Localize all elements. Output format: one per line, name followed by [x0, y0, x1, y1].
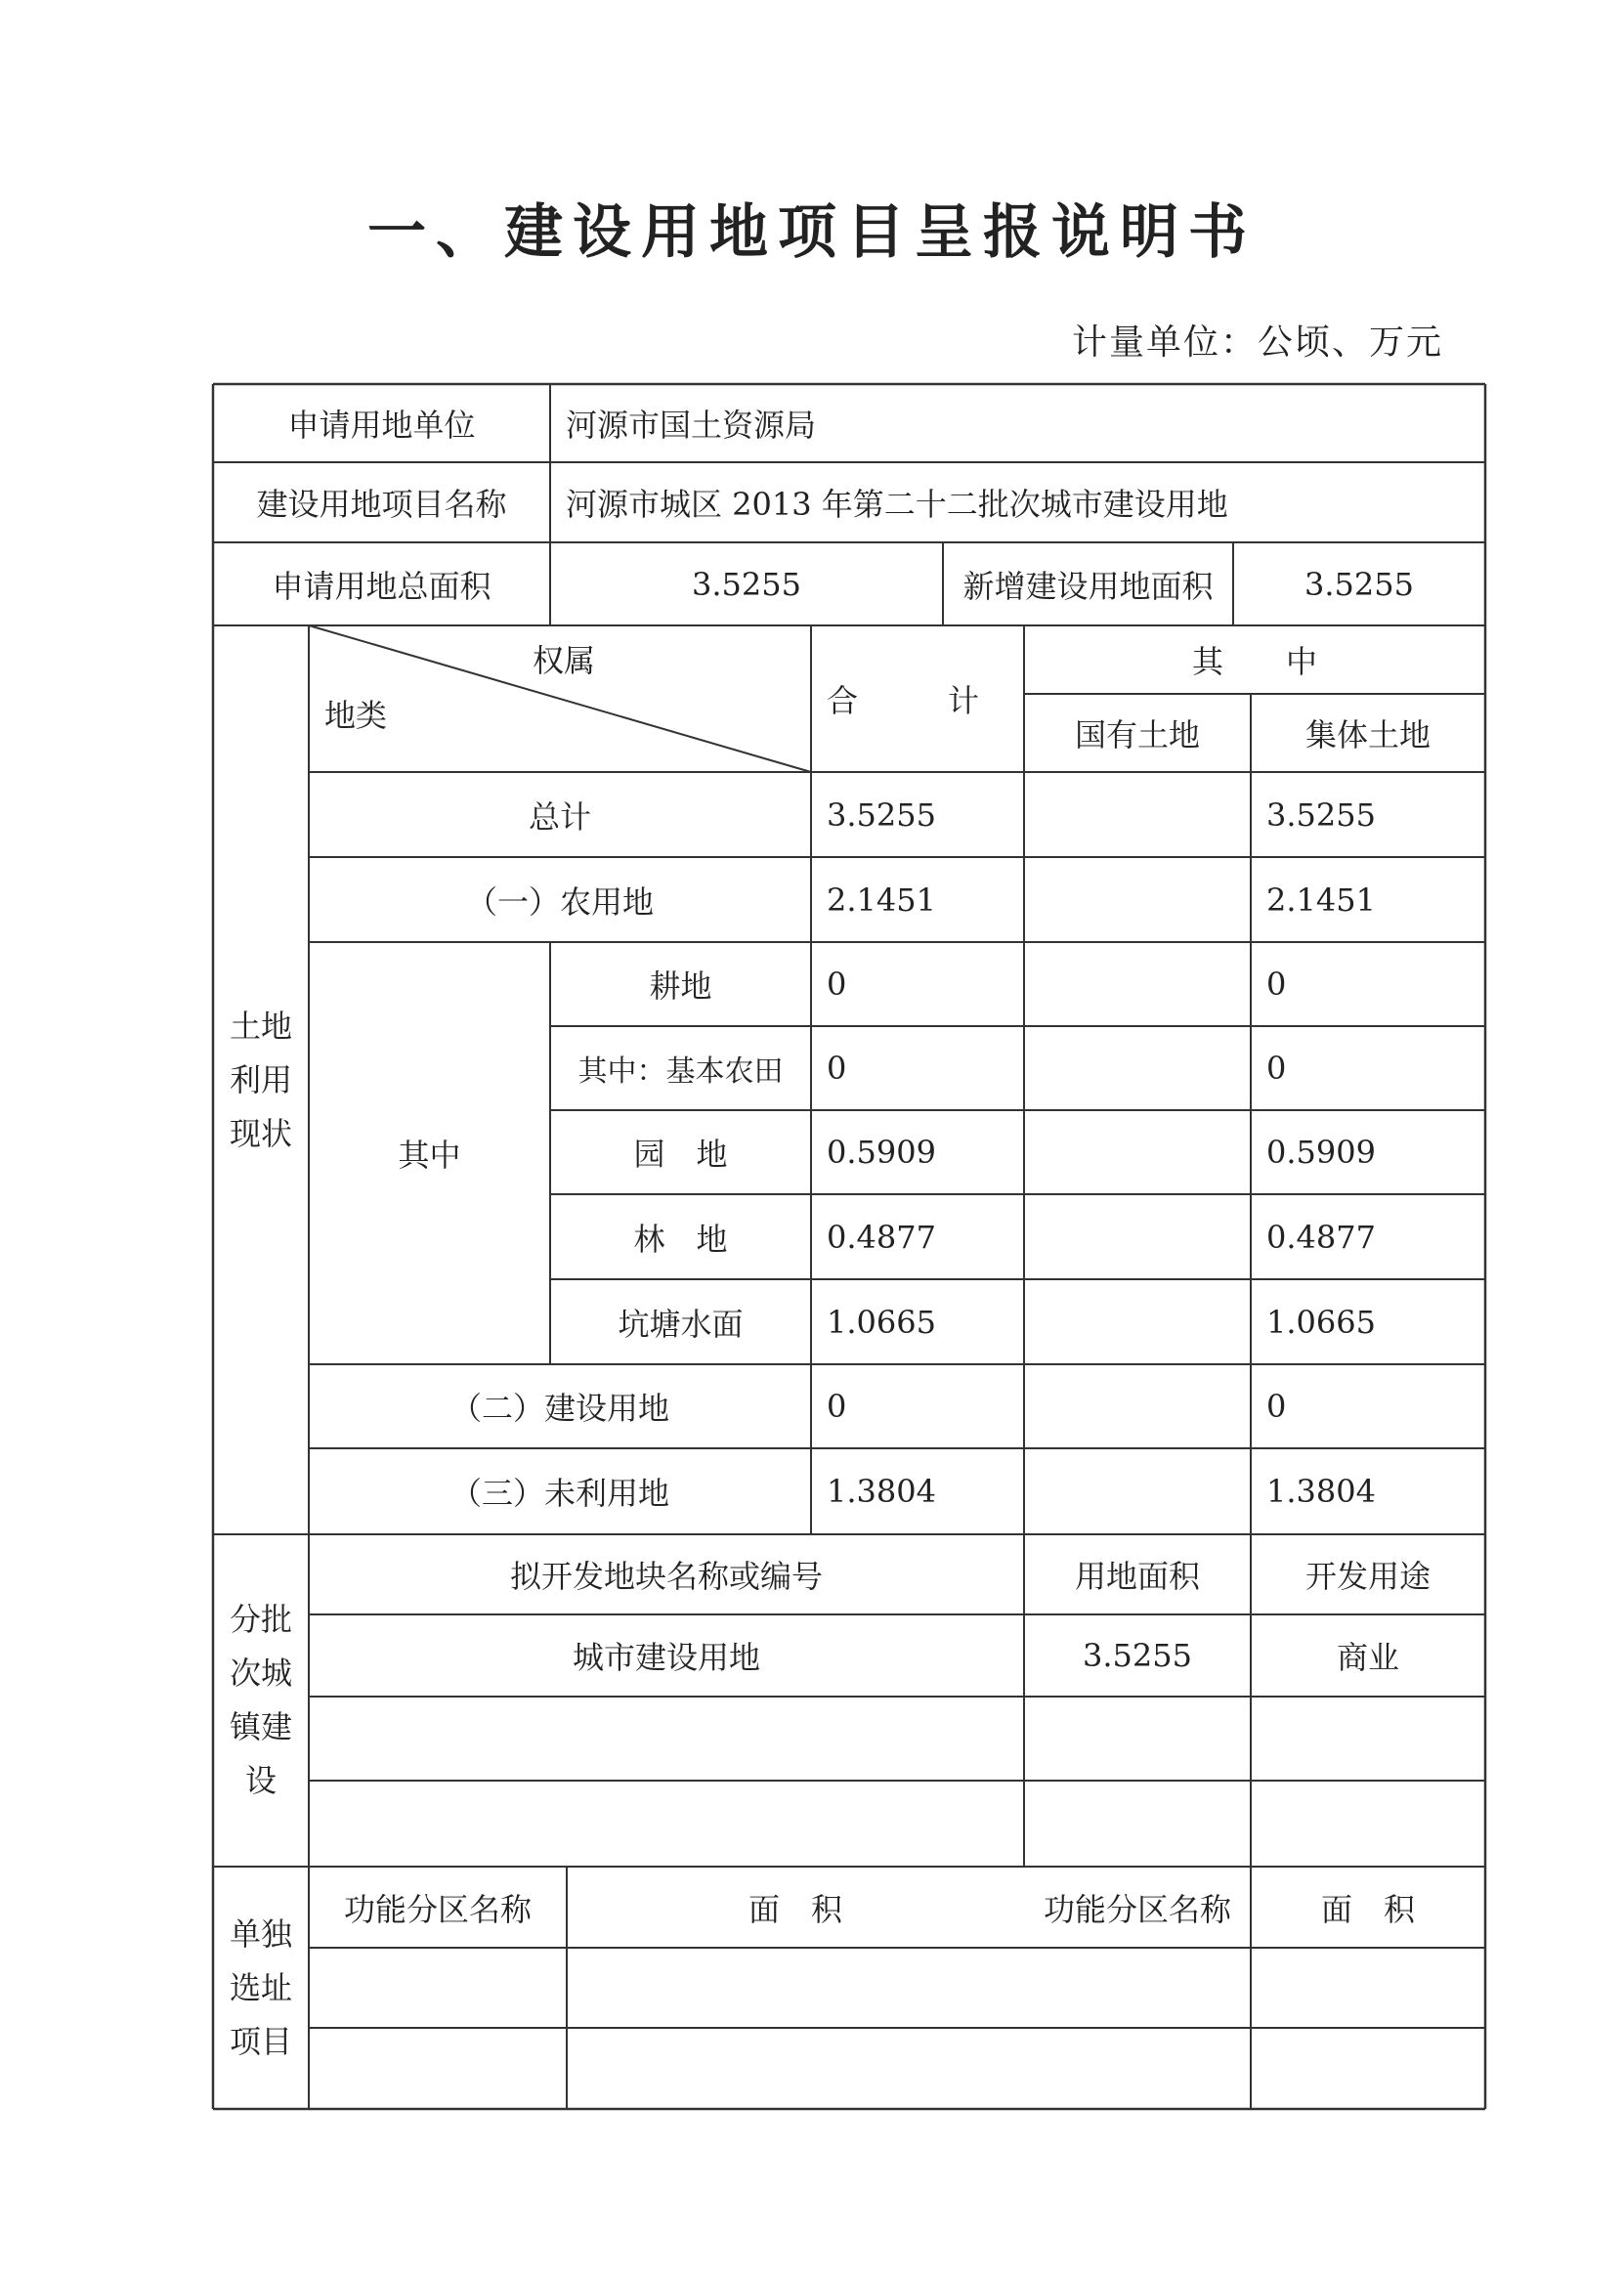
batch-row-area: [1024, 1781, 1251, 1867]
batch-header-use: 开发用途: [1304, 1558, 1431, 1595]
row-state: [1024, 857, 1251, 942]
batch-row-use: [1251, 1697, 1485, 1781]
batch-header-area: 用地面积: [1074, 1558, 1200, 1595]
separate-header-area-2: 面 积: [1320, 1890, 1415, 1928]
row-label: 总计: [528, 797, 591, 836]
separate-label-line: 项目: [229, 2022, 292, 2060]
row-state: [1024, 942, 1251, 1026]
row-total: 2.1451: [827, 881, 936, 919]
batch-header-name: 拟开发地块名称或编号: [509, 1558, 823, 1595]
total-area-value: 3.5255: [692, 565, 801, 603]
row-collective: 3.5255: [1266, 796, 1376, 834]
separate-section-label: [213, 1867, 309, 2109]
row-total: 3.5255: [827, 796, 936, 834]
land-use-label-line: 现状: [229, 1114, 292, 1152]
batch-row-use: [1251, 1781, 1485, 1867]
row-state: [1024, 772, 1251, 857]
row-total: 0: [827, 966, 847, 1003]
row-label: （二）建设用地: [449, 1390, 669, 1427]
batch-row-area: 3.5255: [1083, 1637, 1192, 1674]
batch-label-line: 分批: [229, 1601, 292, 1638]
row-collective: 0.4877: [1266, 1218, 1376, 1256]
page-title: 一、建设用地项目呈报说明书: [367, 198, 1257, 267]
project-name-label: 建设用地项目名称: [256, 486, 507, 523]
separate-header-zone: 功能分区名称: [343, 1890, 532, 1928]
batch-row-area: [1024, 1697, 1251, 1781]
sum-header: 合 计: [826, 682, 1008, 719]
total-area-label: 申请用地总面积: [272, 567, 491, 605]
batch-row-name: 城市建设用地: [572, 1639, 760, 1676]
collective-land-header: 集体土地: [1304, 716, 1431, 753]
row-collective: 0.5909: [1266, 1134, 1376, 1171]
row-collective: 0: [1266, 1050, 1287, 1087]
batch-row-name: [309, 1781, 1024, 1867]
state-land-header: 国有土地: [1074, 716, 1200, 753]
land-use-label-line: 利用: [229, 1060, 292, 1098]
diag-header-ownership: 权属: [533, 642, 596, 679]
batch-row-use: 商业: [1336, 1639, 1399, 1676]
row-total: 0.5909: [827, 1134, 936, 1171]
row-label: 坑塘水面: [618, 1305, 744, 1343]
row-collective: 1.0665: [1266, 1303, 1376, 1341]
row-total: 0: [827, 1388, 847, 1425]
row-state: [1024, 1448, 1251, 1534]
row-collective: 1.3804: [1266, 1473, 1376, 1510]
applicant-label: 申请用地单位: [287, 407, 476, 444]
unit-label: 计量单位：公顷、万元: [1071, 322, 1443, 363]
row-label: 耕地: [649, 968, 712, 1005]
land-use-label-line: 土地: [229, 1007, 292, 1045]
row-total: 1.0665: [827, 1303, 936, 1341]
new-area-label: 新增建设用地面积: [962, 567, 1214, 605]
among-header: 其 中: [1191, 643, 1317, 680]
row-state: [1024, 1279, 1251, 1364]
row-state: [1024, 1364, 1251, 1448]
land-use-section-label: [213, 625, 309, 1534]
row-total: 0.4877: [827, 1218, 936, 1256]
batch-row-name: [309, 1697, 1024, 1781]
separate-label-line: 选址: [229, 1968, 292, 2006]
diag-header-land-type: 地类: [324, 697, 388, 734]
row-label: （三）未利用地: [449, 1475, 669, 1512]
batch-section-label: [213, 1534, 309, 1867]
new-area-value: 3.5255: [1304, 565, 1414, 603]
row-state: [1024, 1026, 1251, 1110]
row-label: 其中：基本农田: [577, 1054, 784, 1089]
row-total: 0: [827, 1050, 847, 1087]
batch-label-line: 次城: [229, 1655, 292, 1692]
row-label: 园 地: [633, 1136, 728, 1173]
batch-label-line: 设: [244, 1762, 277, 1799]
among-sub-label: 其中: [398, 1137, 461, 1174]
row-state: [1024, 1110, 1251, 1194]
row-collective: 0: [1266, 966, 1287, 1003]
row-label: 林 地: [633, 1220, 728, 1258]
batch-label-line: 镇建: [229, 1708, 292, 1745]
applicant-value: 河源市国土资源局: [566, 407, 817, 444]
separate-header-zone-2: 功能分区名称: [1043, 1890, 1231, 1928]
separate-label-line: 单独: [229, 1914, 292, 1953]
row-collective: 2.1451: [1266, 881, 1376, 919]
row-label: （一）农用地: [465, 882, 654, 921]
row-collective: 0: [1266, 1388, 1287, 1425]
row-state: [1024, 1194, 1251, 1279]
project-name-value: 河源市城区 2013 年第二十二批次城市建设用地: [566, 486, 1228, 523]
row-total: 1.3804: [827, 1473, 936, 1510]
separate-header-area: 面 积: [748, 1890, 842, 1928]
